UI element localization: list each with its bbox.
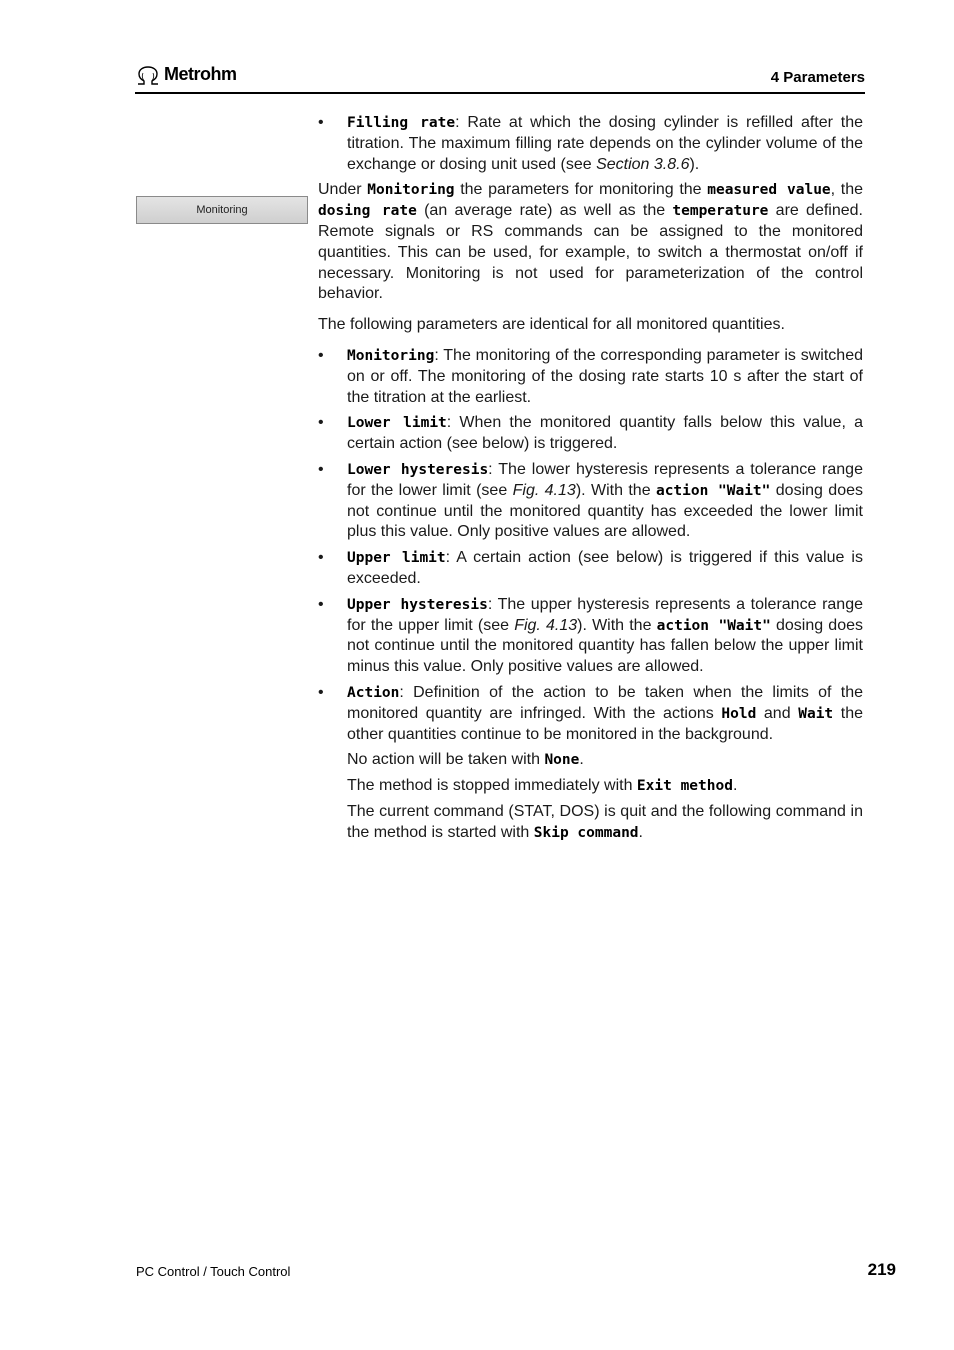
monitoring-button[interactable]: Monitoring (136, 196, 308, 224)
text: are defined. Remote signals or RS commands can be assigned to the monitored quantities. This can be used, for example, to switch a thermostat on/off if necessary. Monitoring is not used for parameterization of the control behavior. (318, 202, 863, 303)
text: : A certain action (see below) is triggered if this value is exceeded. (347, 549, 863, 587)
text: . (638, 823, 643, 841)
omega-logo-icon (135, 65, 161, 85)
figure-ref: Fig. 4.13 (512, 481, 576, 499)
text: the other quantities continue to be monitored in the background. (347, 704, 864, 743)
text: : The lower hysteresis represents a tolerance range for the lower limit (see (347, 460, 863, 499)
page-number: 219 (867, 1260, 896, 1279)
list-item-action (318, 683, 863, 745)
kw-hold: Hold (721, 705, 757, 722)
kw-temperature: temperature (672, 203, 769, 220)
page-header (135, 62, 865, 94)
identical-paragraph: The following parameters are identical for all monitored quantities. (318, 316, 785, 334)
term-lower-hysteresis: Lower hysteresis (347, 461, 489, 478)
text: the parameters for monitoring the (454, 181, 708, 199)
kw-exit-method: Exit method (636, 778, 733, 795)
action-exit-paragraph (318, 776, 863, 797)
list-item-upper-limit (318, 548, 863, 590)
text: . (732, 777, 738, 795)
list-item-monitoring (318, 346, 863, 408)
kw-action-wait: action "Wait" (655, 482, 771, 499)
action-none-paragraph (318, 750, 863, 771)
kw-dosing-rate: dosing rate (318, 203, 417, 220)
text: : Definition of the action to be taken when the limits of the monitored quantity are infringed. With the actions (347, 683, 863, 722)
text: : Rate at which the dosing cylinder is refilled after the titration. The maximum filling rate depends on the cylinder volume of the exchange or dosing unit used (see (347, 114, 863, 173)
text: (an average rate) as well as the (416, 202, 673, 220)
term-filling-rate: Filling rate (347, 115, 456, 131)
footer-product: PC Control / Touch Control (136, 1264, 291, 1279)
text: : When the monitored quantity falls below this value, a certain action (see below) is triggered. (347, 414, 863, 453)
text: The current command (STAT, DOS) is quit and the following command in the method is started with (347, 802, 863, 841)
term-upper-hysteresis: Upper hysteresis (347, 596, 488, 613)
text: and (756, 704, 799, 722)
text: , the (830, 181, 863, 199)
figure-ref: Fig. 4.13 (514, 616, 578, 634)
logo-text: Metrohm (164, 64, 237, 84)
metrohm-logo (135, 64, 237, 85)
list-item-filling-rate (318, 113, 863, 175)
filling-list (318, 113, 863, 175)
term-monitoring: Monitoring (347, 347, 435, 364)
text: : The monitoring of the corresponding parameter is switched on or off. The monitoring of the dosing rate starts 10 s after the start of the titration at the earliest. (347, 346, 863, 406)
text: The method is stopped immediately with (347, 777, 637, 795)
text: : The upper hysteresis represents a tolerance range for the upper limit (see (347, 595, 863, 634)
kw-skip-command: Skip command (533, 824, 639, 841)
kw-action-wait: action "Wait" (656, 617, 771, 634)
term-lower-limit: Lower limit (347, 415, 447, 432)
term-action: Action (347, 684, 400, 701)
intro-paragraph (318, 180, 863, 305)
action-skip-paragraph (318, 802, 863, 844)
text: ). (689, 155, 700, 173)
text: Under (318, 181, 368, 199)
chapter-title: 4 Parameters (770, 69, 865, 86)
list-item-lower-limit (318, 413, 863, 455)
text: ). With the (575, 481, 656, 499)
main-content (318, 113, 863, 849)
text: dosing does not continue until the monitored quantity has fallen below the upper limit minus this value. Only positive values are allowed. (347, 616, 863, 676)
list-item-upper-hysteresis (318, 595, 863, 678)
text: dosing does not continue until the monitored quantity has exceeded the lower limit plus this value. Only positive values are allowed. (347, 481, 863, 541)
section-ref: Section 3.8.6 (596, 155, 690, 173)
kw-wait: Wait (798, 705, 834, 722)
text: No action will be taken with (347, 751, 545, 769)
text: ). With the (577, 616, 657, 634)
text: . (579, 751, 584, 769)
list-item-lower-hysteresis (318, 460, 863, 543)
term-upper-limit: Upper limit (347, 550, 446, 567)
parameter-list (318, 346, 863, 745)
kw-none: None (544, 752, 580, 769)
kw-monitoring: Monitoring (367, 182, 455, 199)
kw-measured-value: measured value (707, 182, 831, 199)
